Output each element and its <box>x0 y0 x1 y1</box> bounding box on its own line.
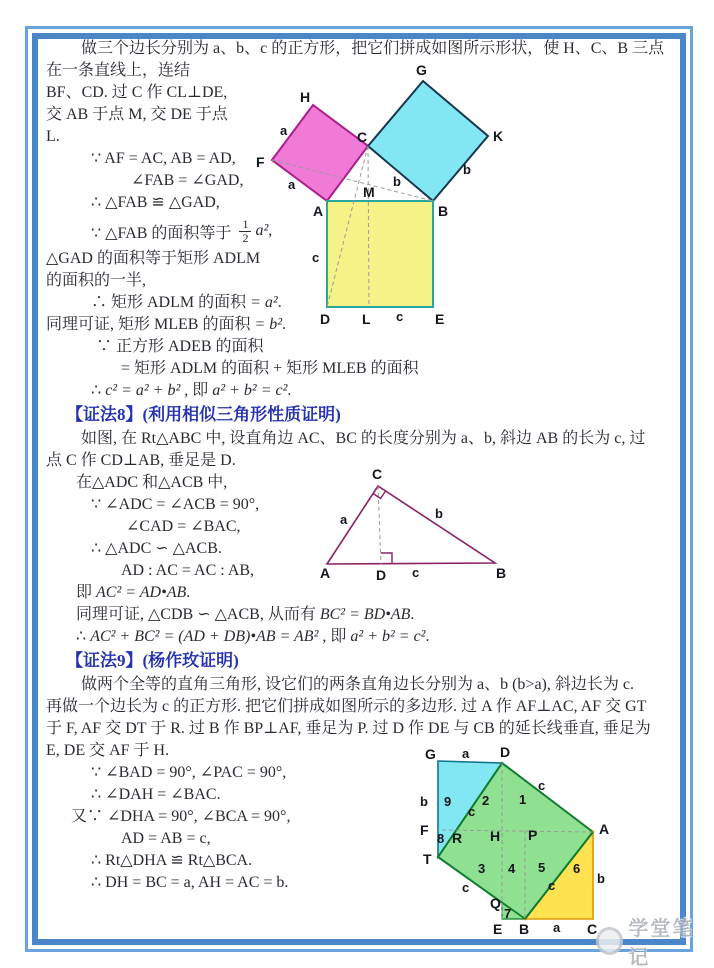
text-line: ∴ Rt△DHA ≌ Rt△BCA. <box>91 852 253 869</box>
side-label-b: b <box>597 871 605 886</box>
text-segment: ∴ <box>76 628 91 645</box>
side-label-c: c <box>396 309 404 324</box>
vertex-label-M: M <box>363 184 375 200</box>
vertex-label-B: B <box>438 203 449 219</box>
vertex-label-Q: Q <box>490 895 501 911</box>
vertex-label-F: F <box>420 822 429 838</box>
vertex-label-K: K <box>493 128 504 144</box>
vertex-label-A: A <box>320 565 331 581</box>
region-label-4: 4 <box>508 861 516 876</box>
text-line: ∴ △ADC ∽ △ACB. <box>91 540 222 557</box>
text-line: 在△ADC 和△ACB 中, <box>76 474 228 491</box>
text-line: 的面积的一半, <box>46 272 147 289</box>
right-angle-mark-D <box>381 553 392 564</box>
diagram-three-squares <box>250 45 542 337</box>
side-label-c: c <box>462 880 470 895</box>
text-line: ∵ AF = AC, AB = AD, <box>91 150 236 167</box>
region-label-2: 2 <box>482 793 490 808</box>
text-segment: . <box>287 382 292 399</box>
region-label-1: 1 <box>519 792 527 807</box>
text-segment: . <box>282 316 287 333</box>
text-segment: . <box>425 628 430 645</box>
watermark-logo-icon <box>596 927 623 955</box>
text-line: AD : AC = AC : AB, <box>121 562 255 579</box>
formula-segment: AC² + BC² = (AD + DB)•AB = AB² <box>90 628 319 645</box>
watermark <box>596 912 714 968</box>
text-line: ∴ DH = BC = a, AH = AC = b. <box>91 874 289 891</box>
side-label-c: c <box>538 778 546 793</box>
side-label-b: b <box>435 506 443 521</box>
text-segment: , 即 <box>318 628 351 645</box>
vertex-label-A: A <box>313 203 324 219</box>
vertex-label-R: R <box>452 830 463 846</box>
text-line: BF、CD. 过 C 作 CL⊥DE, <box>46 84 228 101</box>
region-label-7: 7 <box>504 906 512 921</box>
text-line: E, DE 交 AF 于 H. <box>46 742 170 759</box>
formula-segment: c² = a² + b² <box>105 382 181 399</box>
watermark-text: 学堂笔记 <box>628 918 695 968</box>
text-line: ∴ △FAB ≌ △GAD, <box>91 194 220 211</box>
text-line: 做两个全等的直角三角形, 设它们的两条直角边长分别为 a、b (b>a), 斜边长为 c. <box>81 676 634 693</box>
side-label-c: c <box>468 804 476 819</box>
vertex-label-H: H <box>300 89 311 105</box>
vertex-label-D: D <box>500 744 511 760</box>
proof8-heading: 【证法8】(利用相似三角形性质证明) <box>66 405 341 424</box>
vertex-label-H: H <box>490 828 501 844</box>
side-label-a: a <box>340 512 348 527</box>
text-line: △GAD 的面积等于矩形 ADLM <box>46 250 261 267</box>
side-label-c: c <box>412 565 420 580</box>
text-line: 点 C 作 CD⊥AB, 垂足是 D. <box>46 452 236 469</box>
side-label-a: a <box>280 123 288 138</box>
formula-segment: a² + b² = c² <box>350 628 426 645</box>
vertex-label-C: C <box>357 129 368 145</box>
vertex-label-G: G <box>416 62 427 78</box>
formula-segment: AC² = AD•AB <box>96 584 187 601</box>
text-line: 交 AB 于点 M, 交 DE 于点 <box>46 106 228 123</box>
side-label-c: c <box>312 250 320 265</box>
vertex-label-B: B <box>519 921 530 937</box>
side-label-b: b <box>393 174 401 189</box>
vertex-label-F: F <box>256 154 265 170</box>
text-line: 做三个边长分别为 a、b、c 的正方形，把它们拼成如图所示形状，使 H、C、B 三点 <box>81 40 665 57</box>
vertex-label-L: L <box>362 311 371 327</box>
side-label-b: b <box>420 794 428 809</box>
text-line <box>91 380 664 402</box>
text-line: 于 F, AF 交 DT 于 R. 过 B 作 BP⊥AF, 垂足为 P. 过 D 作 DE 与 CB 的延长线垂直, 垂足为 <box>46 720 651 737</box>
text-segment: 同理可证, 矩形 MLEB 的面积 <box>46 316 255 333</box>
text-line: 又∵ ∠DHA = 90°, ∠BCA = 90°, <box>71 808 291 825</box>
text-line: ∵ ∠BAD = 90°, ∠PAC = 90°, <box>91 764 287 781</box>
text-line: ∴ ∠DAH = ∠BAC. <box>91 786 221 803</box>
triangle-ABC <box>327 486 495 564</box>
right-angle-mark-C <box>373 491 385 499</box>
vertex-label-C: C <box>372 466 383 482</box>
text-line: ∵ ∠ADC = ∠ACB = 90°, <box>91 496 260 513</box>
text-line: AD = AB = c, <box>121 830 211 847</box>
vertex-label-B: B <box>496 565 507 581</box>
side-label-a: a <box>553 920 561 935</box>
formula-segment: BC² = BD•AB <box>319 606 411 623</box>
text-line: 如图, 在 Rt△ABC 中, 设直角边 AC、BC 的长度分别为 a、b, 斜边 AB 的长为 c, 过 <box>81 430 646 447</box>
side-label-b: b <box>463 162 471 177</box>
region-label-9: 9 <box>444 794 452 809</box>
square-b-cyan <box>368 81 488 201</box>
region-label-8: 8 <box>437 831 445 846</box>
text-segment: . <box>186 584 191 601</box>
vertex-label-D: D <box>376 567 387 583</box>
text-line: ∠CAD = ∠BAC, <box>126 518 241 535</box>
fraction-denominator: 2 <box>239 231 251 245</box>
text-line: ∠FAB = ∠GAD, <box>131 172 244 189</box>
square-a-pink <box>272 105 368 201</box>
fraction-numerator: 1 <box>242 216 249 231</box>
text-line: 在一条直线上，连结 <box>46 62 191 79</box>
text-line: = 矩形 ADLM 的面积 + 矩形 MLEB 的面积 <box>121 360 419 377</box>
side-label-c: c <box>548 878 556 893</box>
text-line: L. <box>46 128 60 145</box>
fraction-line-formula: a² <box>255 222 269 239</box>
text-segment: , 即 <box>180 382 213 399</box>
text-segment: ∴ <box>91 382 106 399</box>
proof9-heading: 【证法9】(杨作玫证明) <box>66 651 239 670</box>
vertex-label-E: E <box>493 921 503 937</box>
text-segment: . <box>410 606 415 623</box>
text-segment: ∴ 矩形 ADLM 的面积 <box>91 294 251 311</box>
vertex-label-E: E <box>435 311 445 327</box>
formula-segment: = b² <box>254 316 283 333</box>
formula-segment: = a² <box>250 294 278 311</box>
region-label-6: 6 <box>573 861 581 876</box>
region-label-3: 3 <box>478 861 486 876</box>
square-c-yellow <box>327 201 433 307</box>
fraction-line-prefix: ∵ △FAB 的面积等于 <box>91 224 232 242</box>
vertex-label-T: T <box>423 851 432 867</box>
text-segment: 同理可证, △CDB ∽ △ACB, 从而有 <box>76 606 320 623</box>
diagram-right-triangle <box>300 466 520 591</box>
text-line <box>76 626 664 648</box>
vertex-label-D: D <box>320 311 331 327</box>
vertex-label-P: P <box>528 827 538 843</box>
vertex-label-G: G <box>425 746 436 762</box>
text-segment: 即 <box>76 584 97 601</box>
side-label-a: a <box>462 746 470 761</box>
fraction-line-tail: , <box>268 222 273 239</box>
text-line <box>76 604 664 626</box>
formula-segment: a² + b² = c² <box>212 382 288 399</box>
vertex-label-C: C <box>587 921 598 937</box>
text-line: 再做一个边长为 c 的正方形. 把它们拼成如图所示的多边形. 过 A 作 AF⊥AC, AF 交 GT <box>46 698 647 715</box>
vertex-label-A: A <box>599 821 610 837</box>
text-segment: . <box>277 294 282 311</box>
side-label-a: a <box>288 177 296 192</box>
text-line: ∵ 正方形 ADEB 的面积 <box>96 338 264 355</box>
region-label-5: 5 <box>538 860 546 875</box>
